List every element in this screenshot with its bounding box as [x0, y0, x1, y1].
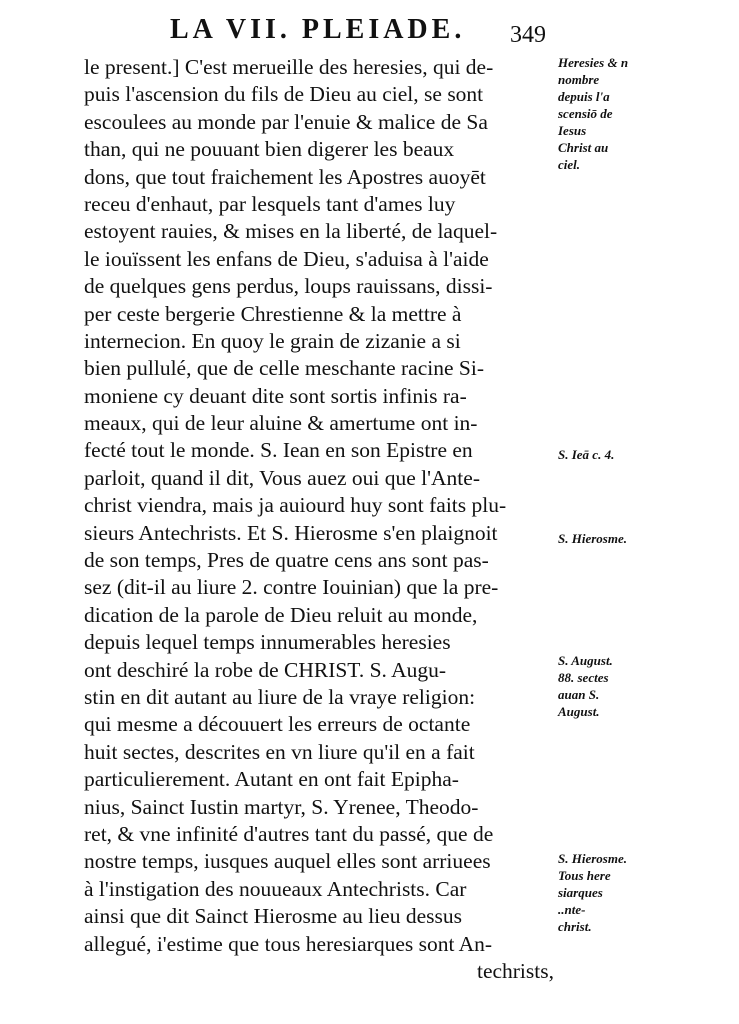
text-line: moniene cy deuant dite sont sortis infinis ra- — [84, 383, 467, 408]
text-line: per ceste bergerie Chrestienne & la mettre à — [84, 301, 462, 326]
text-line: depuis lequel temps innumerables heresies — [84, 630, 451, 655]
text-line: than, qui ne pouuant bien digerer les beaux — [84, 137, 455, 162]
text-line: sieurs Antechrists. Et S. Hierosme s'en plaignoit — [84, 520, 498, 545]
text-line: parloit, quand il dit, Vous auez oui que l'Ante- — [84, 465, 480, 490]
body-text — [84, 54, 554, 985]
text-line: le iouïssent les enfans de Dieu, s'aduisa à l'aide — [84, 246, 489, 271]
text-line: internecion. En quoy le grain de zizanie a si — [84, 328, 461, 353]
text-line: de quelques gens perdus, loups rauissans, dissi- — [84, 274, 493, 299]
running-title: LA VII. PLEIADE. — [170, 14, 466, 45]
text-line: qui mesme a découuert les erreurs de octante — [84, 712, 471, 737]
margin-note-antechrists: S. Hierosme. Tous here siarques ..nte- christ. — [558, 851, 627, 934]
page-number: 349 — [510, 22, 546, 48]
text-line-catchword: techrists, — [476, 958, 554, 983]
margin-note-s-august: S. August. 88. sectes auan S. August. — [558, 653, 613, 719]
text-line: ont deschiré la robe de CHRIST. S. Augu- — [84, 657, 447, 682]
margin-note-s-iean: S. Ieā c. 4. — [558, 447, 615, 462]
text-line: allegué, i'estime que tous heresiarques sont An- — [84, 931, 493, 956]
margin-note-s-hierosme: S. Hierosme. — [558, 531, 627, 546]
text-line: estoyent rauies, & mises en la liberté, de laquel- — [84, 219, 498, 244]
text-line: ainsi que dit Sainct Hierosme au lieu dessus — [84, 904, 462, 929]
text-line: fecté tout le monde. S. Iean en son Epistre en — [84, 438, 473, 463]
text-line: stin en dit autant au liure de la vraye religion: — [84, 684, 476, 709]
text-line: bien pullulé, que de celle meschante racine Si- — [84, 356, 484, 381]
text-line: le present.] C'est merueille des heresies, qui de- — [84, 55, 494, 79]
text-line: à l'instigation des nouueaux Antechrists. Car — [84, 876, 467, 901]
text-line: ret, & vne infinité d'autres tant du passé, que de — [84, 821, 494, 846]
margin-note-heresies: Heresies & n nombre depuis l'a scensiō de Iesus Christ au ciel. — [558, 55, 629, 172]
text-line: dons, que tout fraichement les Apostres auoyēt — [84, 164, 486, 189]
text-line: dication de la parole de Dieu reluit au monde, — [84, 602, 478, 627]
text-line: christ viendra, mais ja auiourd huy sont faits plu- — [84, 493, 507, 518]
text-line: receu d'enhaut, par lesquels tant d'ames luy — [84, 191, 456, 216]
text-line: particulierement. Autant en ont fait Epipha- — [84, 767, 459, 792]
text-line: nostre temps, iusques auquel elles sont arriuees — [84, 849, 491, 874]
text-line: huit sectes, descrites en vn liure qu'il en a fait — [84, 739, 475, 764]
text-line: puis l'ascension du fils de Dieu au ciel, se sont — [84, 82, 484, 107]
text-line: nius, Sainct Iustin martyr, S. Yrenee, Theodo- — [84, 794, 479, 819]
text-line: escoulees au monde par l'enuie & malice de Sa — [84, 109, 488, 134]
text-line: de son temps, Pres de quatre cens ans sont pas- — [84, 548, 489, 573]
text-line: sez (dit-il au liure 2. contre Iouinian) que la pre- — [84, 575, 499, 600]
text-line: meaux, qui de leur aluine & amertume ont in- — [84, 411, 478, 436]
